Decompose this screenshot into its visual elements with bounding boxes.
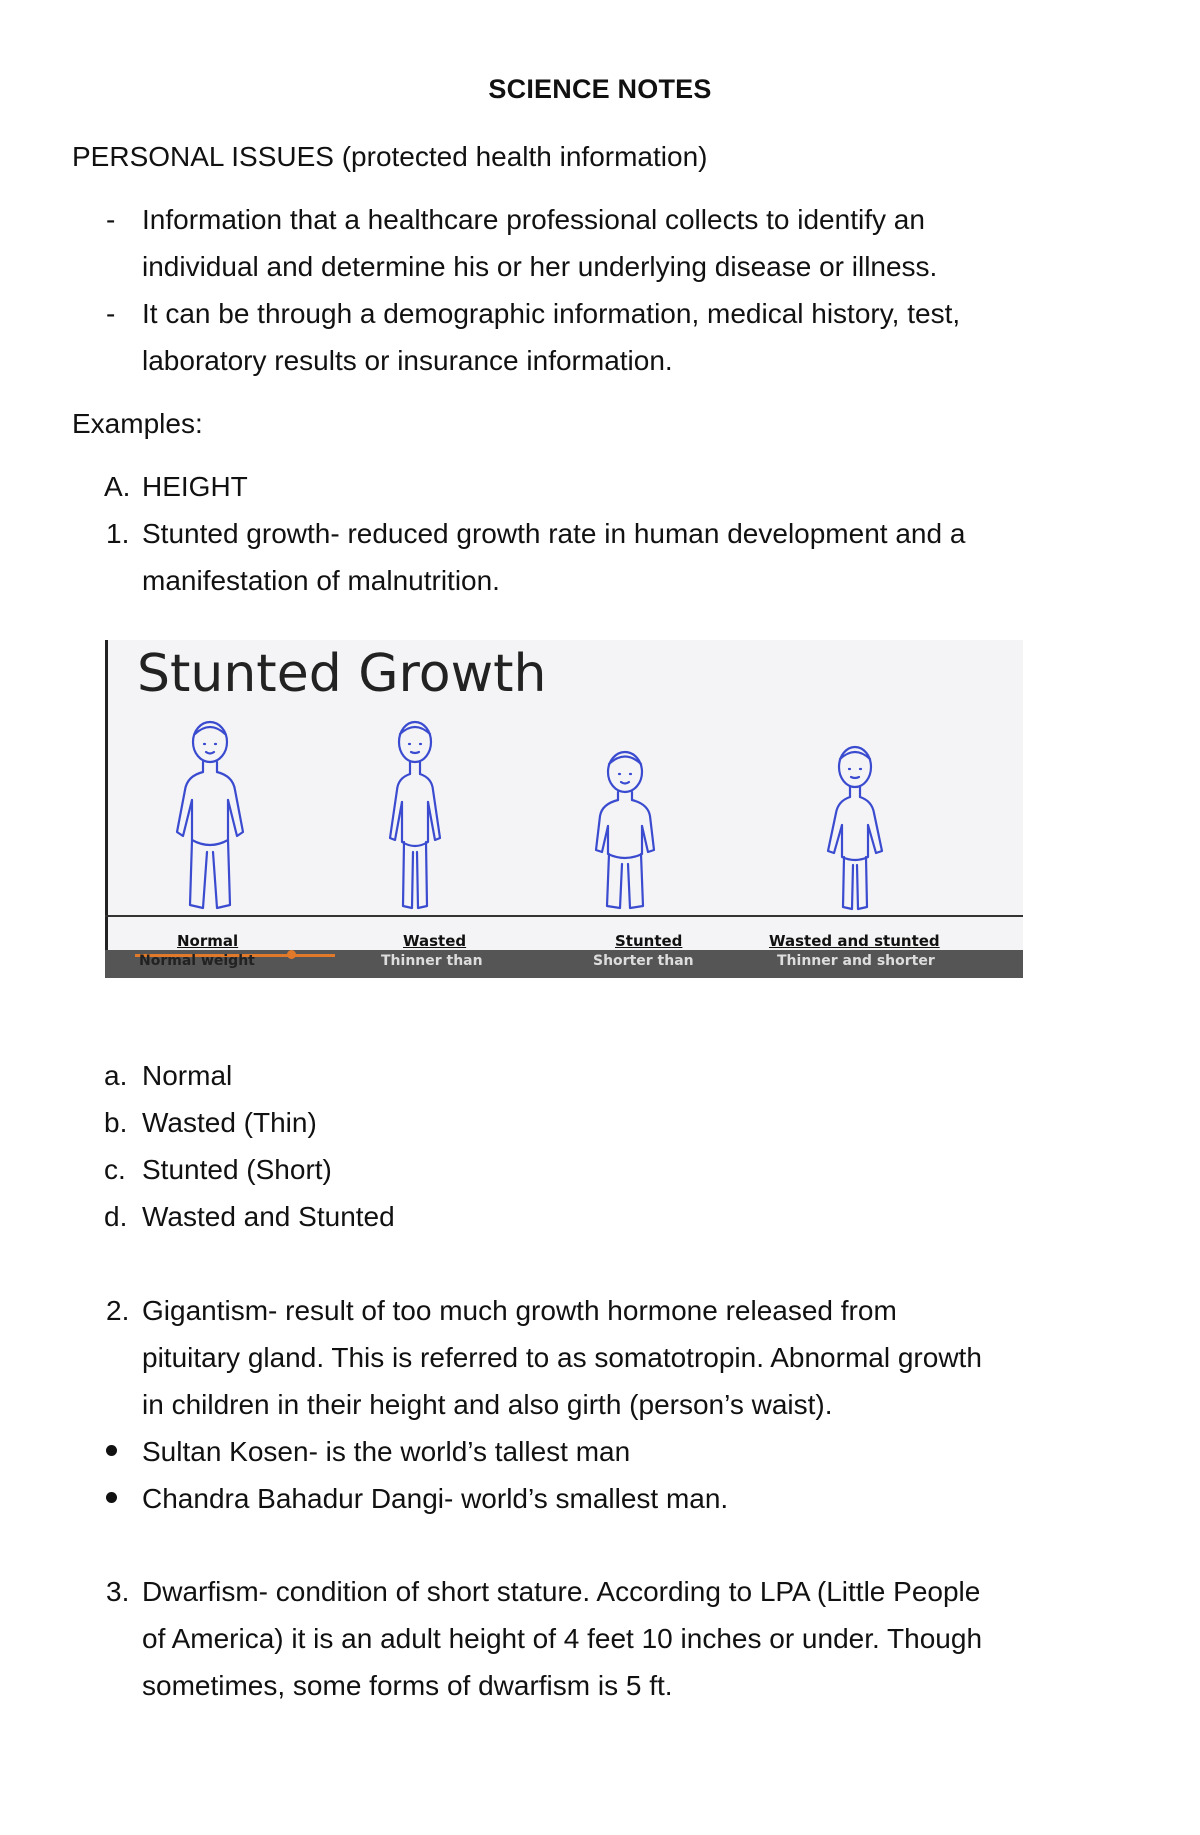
section-a-text: HEIGHT	[142, 471, 248, 502]
item-1-line: Stunted growth- reduced growth rate in human development and a	[142, 518, 966, 549]
figure-sublabel-stunted: Shorter than	[593, 953, 694, 969]
dash-item-line: individual and determine his or her underlying disease or illness.	[142, 251, 938, 282]
wasted-stunted-child-illustration	[810, 745, 900, 915]
sub-item-marker: d.	[104, 1201, 128, 1232]
figure-left-rule	[105, 640, 108, 978]
bullet-item: Chandra Bahadur Dangi- world’s smallest man.	[142, 1483, 729, 1514]
item-2-line: Gigantism- result of too much growth hormone released from	[142, 1295, 897, 1326]
sub-item-marker: c.	[104, 1154, 126, 1185]
normal-child-illustration	[165, 720, 255, 915]
item-1-marker: 1.	[106, 518, 130, 549]
item-3-marker: 3.	[106, 1576, 130, 1607]
stunted-growth-figure	[105, 640, 1023, 978]
document-title: SCIENCE NOTES	[488, 74, 712, 104]
bullet-dot	[106, 1492, 117, 1503]
dash-item-line: laboratory results or insurance information.	[142, 345, 673, 376]
section-a-marker: A.	[104, 471, 131, 502]
dash-marker: -	[106, 298, 116, 329]
item-3-line: of America) it is an adult height of 4 feet 10 inches or under. Though	[142, 1623, 983, 1654]
section-heading: PERSONAL ISSUES (protected health information)	[72, 141, 708, 172]
wasted-child-illustration	[370, 720, 460, 915]
item-2-line: pituitary gland. This is referred to as somatotropin. Abnormal growth	[142, 1342, 982, 1373]
sub-item-text: Stunted (Short)	[142, 1154, 332, 1185]
figure-label-wasted: Wasted	[403, 932, 467, 950]
dash-item-line: Information that a healthcare professional collects to identify an	[142, 204, 925, 235]
figure-sublabel-wasted-stunted: Thinner and shorter	[777, 953, 935, 969]
sub-item-marker: b.	[104, 1107, 128, 1138]
stunted-child-illustration	[580, 750, 670, 915]
item-3-line: sometimes, some forms of dwarfism is 5 ft.	[142, 1670, 673, 1701]
figure-label-wasted-stunted: Wasted and stunted	[769, 932, 940, 950]
item-3-line: Dwarfism- condition of short stature. According to LPA (Little People	[142, 1576, 981, 1607]
figure-label-stunted: Stunted	[615, 932, 683, 950]
dash-item-line: It can be through a demographic information, medical history, test,	[142, 298, 961, 329]
item-2-marker: 2.	[106, 1295, 130, 1326]
figure-accent-dot	[287, 950, 296, 959]
examples-label: Examples:	[72, 408, 203, 439]
sub-item-text: Normal	[142, 1060, 233, 1091]
item-1-line: manifestation of malnutrition.	[142, 565, 500, 596]
item-2-line: in children in their height and also girth (person’s waist).	[142, 1389, 833, 1420]
sub-item-text: Wasted (Thin)	[142, 1107, 317, 1138]
bullet-item: Sultan Kosen- is the world’s tallest man	[142, 1436, 631, 1467]
bullet-dot	[106, 1445, 117, 1456]
figure-title: Stunted Growth	[137, 644, 547, 704]
figure-ground-line	[105, 915, 1023, 917]
sub-item-marker: a.	[104, 1060, 128, 1091]
dash-marker: -	[106, 204, 116, 235]
figure-sublabel-normal: Normal weight	[139, 953, 255, 969]
sub-item-text: Wasted and Stunted	[142, 1201, 395, 1232]
figure-label-normal: Normal	[177, 932, 239, 950]
figure-sublabel-wasted: Thinner than	[381, 953, 483, 969]
